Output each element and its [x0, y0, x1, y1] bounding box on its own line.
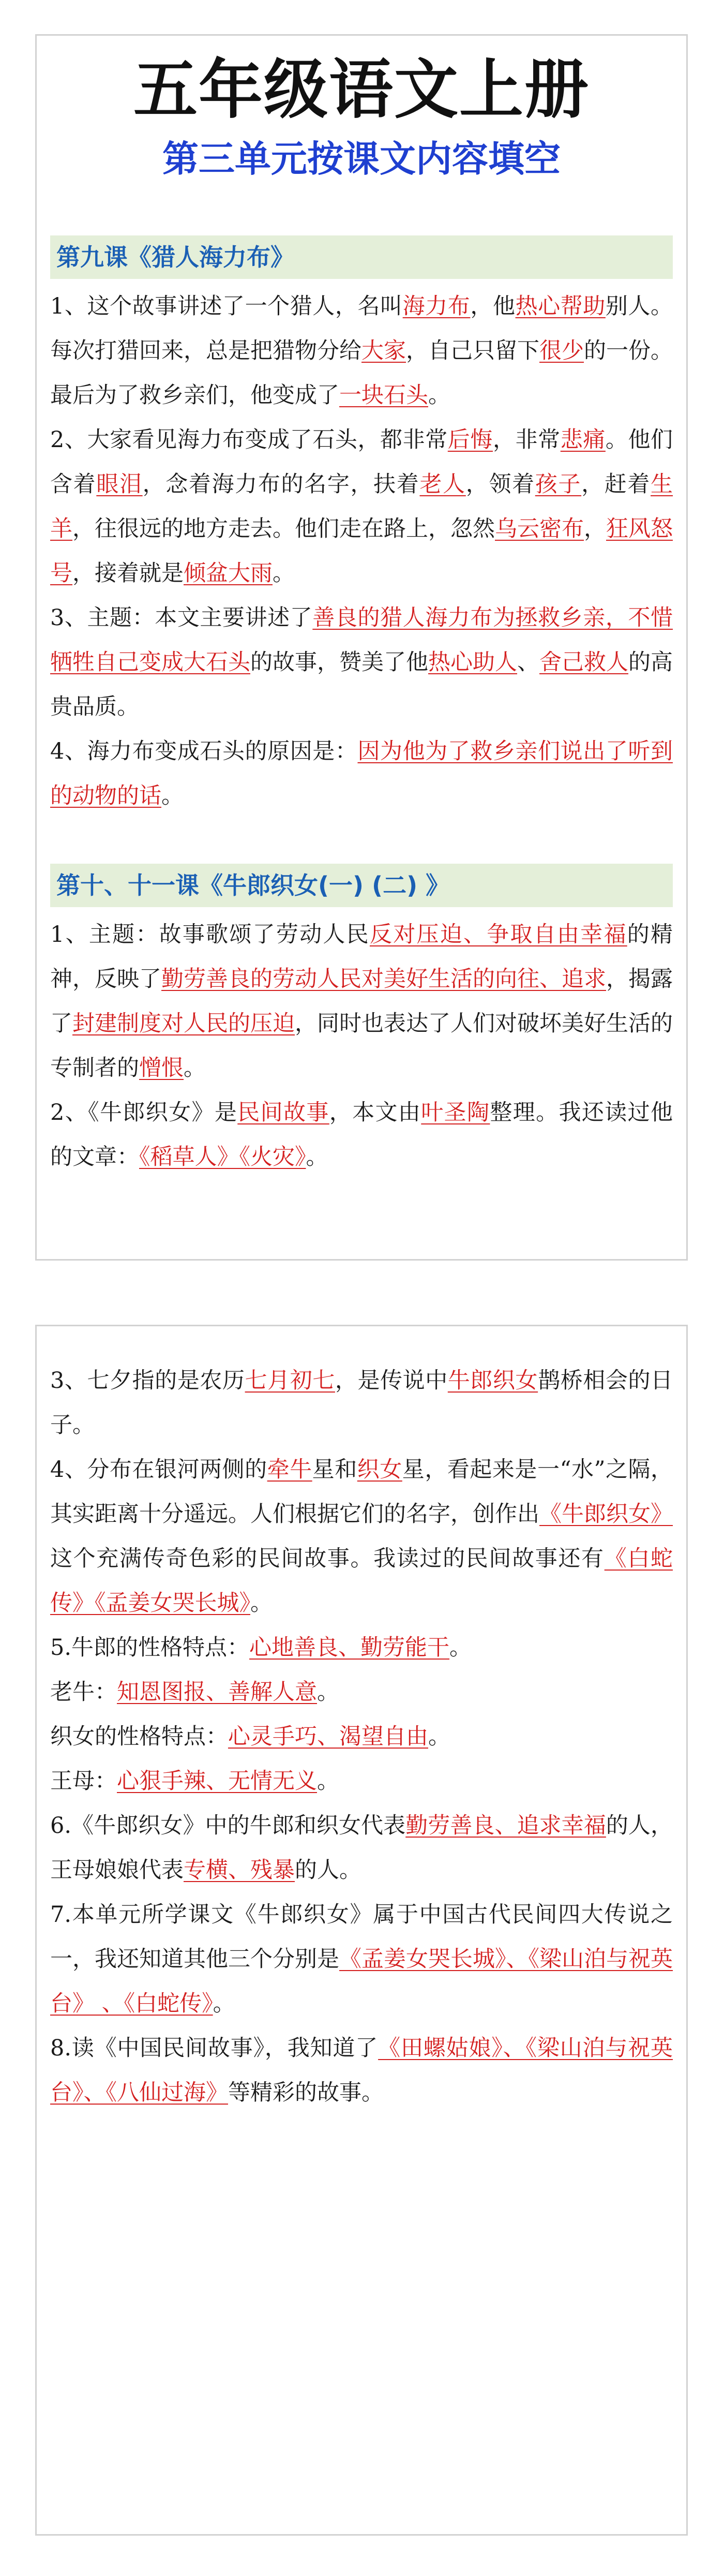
section-gap [50, 818, 673, 864]
page-subtitle: 第三单元按课文内容填空 [162, 137, 561, 180]
prompt-text: 8.读《中国民间故事》，我知道了 [50, 2035, 379, 2061]
prompt-text: ，本文由 [329, 1100, 421, 1126]
prompt-text: ，接着就是 [72, 560, 184, 586]
question-paragraph [50, 1625, 673, 1670]
answer-text: 《田螺姑娘》、《梁山泊与祝英台》、《八仙过海》 [50, 2035, 673, 2106]
prompt-text: 7.本单元所学课文《牛郎织女》属于中国古代民间四大传说之一，我还知道其他三个分别是 [50, 1902, 673, 1972]
prompt-text: ，赶着 [581, 471, 651, 497]
prompt-text: 。 [184, 1055, 206, 1081]
answer-text: 后悔 [447, 427, 493, 453]
prompt-text: 别人。每次打猎回来，总是把猎物分给 [50, 293, 673, 364]
prompt-text: 。 [213, 1991, 235, 2017]
prompt-text: 3、七夕指的是农历 [50, 1368, 245, 1394]
prompt-text: 整理。我还读过他的文章： [50, 1100, 673, 1170]
prompt-text: ，是传说中 [335, 1368, 448, 1394]
answer-text: 牵牛 [267, 1457, 312, 1483]
question-paragraph [50, 1670, 673, 1714]
section-body [50, 1358, 673, 2115]
prompt-text: 。 [428, 1724, 450, 1750]
answer-text: 很少 [539, 338, 584, 364]
question-paragraph [50, 1358, 673, 1447]
answer-text: 知恩图报、善解人意 [117, 1679, 317, 1705]
section-lesson-9 [50, 235, 673, 818]
prompt-text: 。 [317, 1679, 339, 1705]
prompt-text: 。 [449, 1635, 472, 1661]
section-body [50, 912, 673, 1179]
prompt-text: 。 [161, 783, 184, 809]
answer-text: 民间故事 [237, 1100, 329, 1126]
answer-text: 封建制度对人民的压迫 [72, 1011, 295, 1037]
prompt-text: ，自己只留下 [406, 338, 539, 364]
prompt-text: 星和 [312, 1457, 357, 1483]
prompt-text: ，往很远的地方走去。他们走在路上，忽然 [72, 516, 495, 542]
answer-text: 心灵手巧、渴望自由 [228, 1724, 428, 1750]
question-paragraph [50, 912, 673, 1090]
answer-text: 舍己救人 [539, 649, 628, 675]
answer-text: 眼泪 [96, 471, 143, 497]
answer-text: 专横、残暴 [184, 1857, 295, 1883]
page-1-content [50, 36, 673, 1179]
answer-text: 乌云密布 [495, 516, 584, 542]
answer-text: 一块石头 [339, 382, 428, 408]
worksheet-page-2 [35, 1325, 688, 2536]
prompt-text: 的人，王母娘娘代表 [50, 1813, 673, 1883]
prompt-text: 1、这个故事讲述了一个猎人，名叫 [50, 293, 403, 319]
prompt-text: 1、主题：故事歌颂了劳动人民 [50, 922, 370, 948]
prompt-text: ，同时也表达了人们对破坏美好生活的专制者的 [50, 1011, 673, 1081]
prompt-text: 、 [517, 649, 539, 675]
prompt-text: 等精彩的故事。 [228, 2080, 384, 2106]
prompt-text: 4、海力布变成石头的原因是： [50, 738, 358, 764]
section-lesson-10-11 [50, 864, 673, 1179]
question-paragraph [50, 418, 673, 596]
question-paragraph [50, 1447, 673, 1625]
prompt-text: 。他们含着 [50, 427, 673, 497]
answer-text: 老人 [419, 471, 466, 497]
question-paragraph [50, 1714, 673, 1759]
answer-text: 《牛郎织女》 [539, 1501, 673, 1527]
answer-text: 勤劳善良、追求幸福 [405, 1813, 606, 1839]
answer-text: 善良的猎人海力布为拯救乡亲，不惜牺牲自己变成大石头 [50, 605, 673, 675]
answer-text: 心狠手辣、无情无义 [117, 1768, 317, 1794]
prompt-text: 。 [428, 382, 450, 408]
page-2-content [50, 1358, 673, 2115]
answer-text: 《白蛇传》《孟姜女哭长城》 [50, 1546, 673, 1616]
answer-text: 狂风怒号 [50, 516, 673, 586]
answer-text: 因为他为了救乡亲们说出了听到的动物的话 [50, 738, 673, 809]
question-paragraph [50, 729, 673, 818]
prompt-text: 鹊桥相会的日子。 [50, 1368, 673, 1438]
prompt-text: 这个充满传奇色彩的民间故事。我读过的民间故事还有 [50, 1546, 605, 1572]
answer-text: 《稻草人》《火灾》 [139, 1144, 306, 1170]
section-heading: 第十、十一课《牛郎织女(一) (二) 》 [50, 864, 673, 907]
section-heading: 第九课《猎人海力布》 [50, 235, 673, 279]
answer-text: 大家 [361, 338, 406, 364]
section-body [50, 284, 673, 818]
question-paragraph [50, 1090, 673, 1179]
answer-text: 孩子 [535, 471, 582, 497]
prompt-text: 。 [317, 1768, 339, 1794]
prompt-text: 3、主题：本文主要讲述了 [50, 605, 313, 631]
prompt-text: 6.《牛郎织女》中的牛郎和织女代表 [50, 1813, 406, 1839]
prompt-text: ，念着海力布的名字，扶着 [142, 471, 420, 497]
prompt-text: 织女的性格特点： [50, 1724, 228, 1750]
prompt-text: ，非常 [492, 427, 561, 453]
prompt-text: 王母： [50, 1768, 117, 1794]
prompt-text: 的人。 [295, 1857, 361, 1883]
question-paragraph [50, 596, 673, 729]
prompt-text: 。 [306, 1144, 328, 1170]
answer-text: 勤劳善良的劳动人民对美好生活的向往、追求 [161, 966, 606, 992]
prompt-text: 。 [250, 1590, 273, 1616]
answer-text: 心地善良、勤劳能干 [249, 1635, 450, 1661]
question-paragraph [50, 1759, 673, 1803]
prompt-text: 老牛： [50, 1679, 117, 1705]
prompt-text: 2、《牛郎织女》是 [50, 1100, 238, 1126]
prompt-text: 4、分布在银河两侧的 [50, 1457, 267, 1483]
answer-text: 叶圣陶 [421, 1100, 490, 1126]
answer-text: 憎恨 [139, 1055, 184, 1081]
prompt-text: ，领着 [465, 471, 535, 497]
prompt-text: 2、大家看见海力布变成了石头，都非常 [50, 427, 448, 453]
answer-text: 倾盆大雨 [184, 560, 273, 586]
page-title: 五年级语文上册 [133, 52, 590, 127]
answer-text: 反对压迫、争取自由幸福 [369, 922, 627, 948]
answer-text: 热心助人 [428, 649, 517, 675]
question-paragraph [50, 284, 673, 418]
question-paragraph [50, 2026, 673, 2115]
answer-text: 悲痛 [560, 427, 606, 453]
worksheet-page-1 [35, 34, 688, 1261]
prompt-text: ，揭露了 [50, 966, 673, 1037]
answer-text: 牛郎织女 [447, 1368, 538, 1394]
answer-text: 热心帮助 [515, 293, 606, 319]
question-paragraph [50, 1803, 673, 1892]
prompt-text: 。 [273, 560, 295, 586]
prompt-text: 的一份。最后为了救乡亲们，他变成了 [50, 338, 673, 408]
answer-text: 织女 [357, 1457, 402, 1483]
answer-text: 七月初七 [245, 1368, 335, 1394]
prompt-text: 星，看起来是一“水”之隔，其实距离十分遥远。人们根据它们的名字，创作出 [50, 1457, 673, 1527]
prompt-text: ，他 [470, 293, 516, 319]
prompt-text: 5.牛郎的性格特点： [50, 1635, 250, 1661]
answer-text: 《孟姜女哭长城》、《梁山泊与祝英台》 、《白蛇传》 [50, 1946, 673, 2017]
prompt-text: 的精神，反映了 [50, 922, 673, 992]
prompt-text: 的高贵品质。 [50, 649, 673, 720]
prompt-text: 的故事，赞美了他 [250, 649, 428, 675]
answer-text: 生羊 [50, 471, 673, 542]
answer-text: 海力布 [402, 293, 471, 319]
prompt-text: ， [584, 516, 606, 542]
question-paragraph [50, 1892, 673, 2026]
